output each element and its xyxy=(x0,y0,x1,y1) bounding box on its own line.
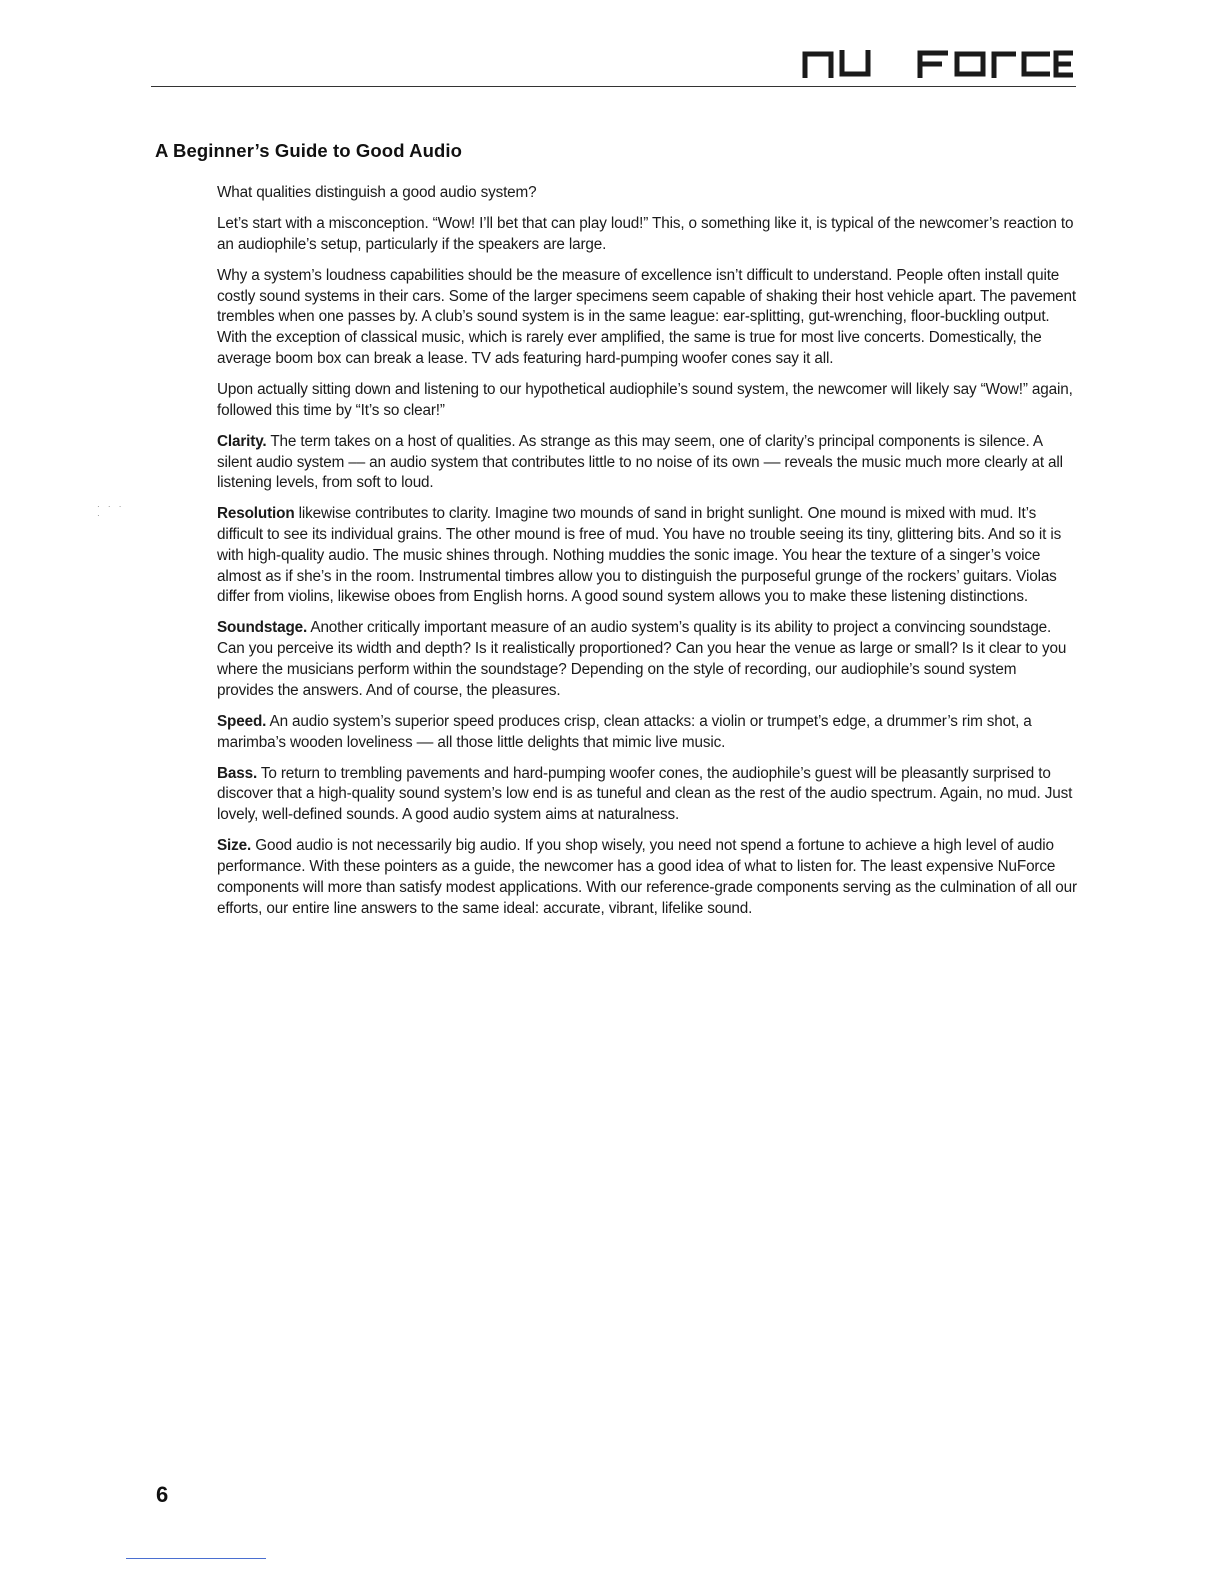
paragraph-bass: Bass. To return to trembling pavements and hard-pumping woofer cones, the audiophile’s guest will be pleasantly surprised to discover that a high-quality sound system’s low end is as tuneful and clean as the rest of the audio spectrum. Again, no mud. Just lovely, well-defined sounds. A good audio system aims at naturalness. xyxy=(217,764,1073,824)
paragraph: What qualities distinguish a good audio system? xyxy=(217,184,537,201)
paragraph-resolution: Resolution likewise contributes to clarity. Imagine two mounds of sand in bright sunlight. One mound is mixed with mud. It’s difficult to see its individual grains. The other mound is free of mud. You have no trouble seeing its tiny, glittering bits. And so it is with high-quality audio. The music shines through. Nothing muddies the sonic image. You hear the texture of a singer’s voice almost as if she’s in the room. Instrumental timbres allow you to distinguish the purposeful grunge of the rockers’ guitars. Violas differ from violins, likewise oboes from English horns. A good sound system allows you to make these listening distinctions. xyxy=(217,505,1062,606)
page-number: 6 xyxy=(156,1482,169,1507)
term-soundstage: Soundstage. xyxy=(217,619,308,637)
paragraph-speed: Speed. An audio system’s superior speed produces crisp, clean attacks: a violin or trumpet’s edge, a drummer’s rim shot, a marimba’s wooden loveliness –– all those little delights that mimic live music. xyxy=(217,712,1032,751)
paragraph: Upon actually sitting down and listening to our hypothetical audiophile’s sound system, the newcomer will likely say “Wow!” again, followed this time by “It’s so clear!” xyxy=(217,380,1073,419)
nuforce-logo xyxy=(802,50,1074,78)
term-size: Size. xyxy=(217,837,252,855)
scan-specks: · · · · xyxy=(97,502,125,520)
article-body xyxy=(217,183,1077,930)
term-resolution: Resolution xyxy=(217,505,295,523)
paragraph-soundstage: Soundstage. Another critically important measure of an audio system’s quality is its ability to project a convincing soundstage. Can you perceive its width and depth? Is it realistically proportioned? Can you hear the venue as large or small? Is it clear to you where the musicians perform within the soundstage? Depending on the style of recording, our audiophile’s sound system provides the answers. And of course, the pleasures. xyxy=(217,619,1067,699)
paragraph: Why a system’s loudness capabilities should be the measure of excellence isn’t difficult to understand. People often install quite costly sound systems in their cars. Some of the larger specimens seem capable of shaking their host vehicle apart. The pavement trembles when one passes by. A club’s sound system is in the same league: ear-splitting, gut-wrenching, floor-buckling output. With the exception of classical music, which is rarely ever amplified, the same is true for most live concerts. Domestically, the average boom box can break a lease. TV ads featuring hard-pumping woofer cones say it all. xyxy=(217,266,1076,367)
nuforce-logo-mark xyxy=(802,50,1074,78)
paragraph-size: Size. Good audio is not necessarily big audio. If you shop wisely, you need not spend a fortune to achieve a high level of audio performance. With these pointers as a guide, the newcomer has a good idea of what to listen for. The least expensive NuForce components will more than satisfy modest applications. With our reference-grade components serving as the culmination of all our efforts, our entire line answers to the same ideal: accurate, vibrant, lifelike sound. xyxy=(217,837,1077,917)
header-rule xyxy=(151,86,1076,87)
paragraph: Let’s start with a misconception. “Wow! I’ll bet that can play loud!” This, o something like it, is typical of the newcomer’s reaction to an audiophile’s setup, particularly if the speakers are large. xyxy=(217,214,1074,253)
paragraph-clarity: Clarity. The term takes on a host of qualities. As strange as this may seem, one of clarity’s principal components is silence. A silent audio system –– an audio system that contributes little to no noise of its own –– reveals the music much more clearly at all listening levels, from soft to loud. xyxy=(217,432,1063,492)
bottom-link-underline xyxy=(126,1558,266,1559)
term-speed: Speed. xyxy=(217,712,267,730)
term-bass: Bass. xyxy=(217,764,258,782)
page-title: A Beginner’s Guide to Good Audio xyxy=(155,140,463,161)
term-clarity: Clarity. xyxy=(217,432,267,450)
